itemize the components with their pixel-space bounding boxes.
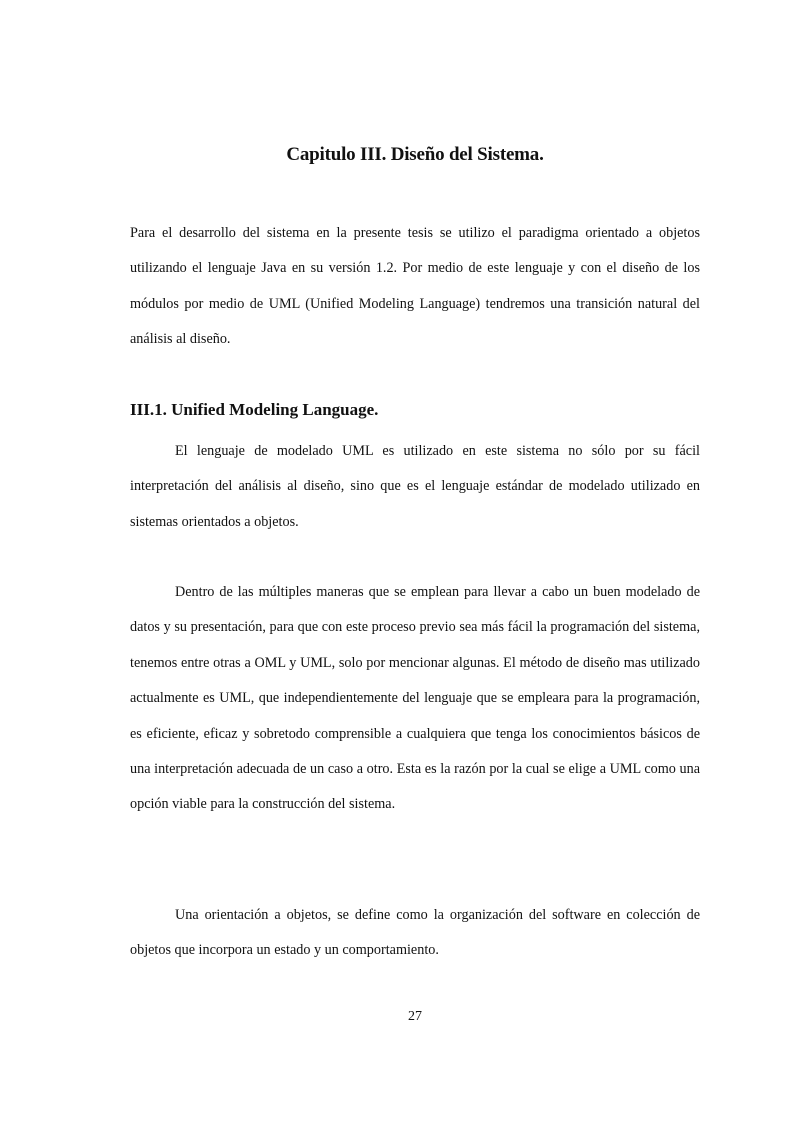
section-paragraph-2: Dentro de las múltiples maneras que se emplean para llevar a cabo un buen modelado de datos y su presentación, para que con este proceso previo sea más fácil la programación del sistema, tenemos entre otras a OML y UML, solo por mencionar algunas. El método de diseño mas utilizado actualmente es UML, que independientemente del lenguaje que se empleara para la programación, es eficiente, eficaz y sobretodo comprensible a cualquiera que tenga los conocimientos básicos de una interpretación adecuada de un caso a otro. Esta es la razón por la cual se elige a UML como una opción viable para la construcción del sistema.	[130, 584, 700, 813]
intro-paragraph: Para el desarrollo del sistema en la presente tesis se utilizo el paradigma orientado a objetos utilizando el lenguaje Java en su versión 1.2. Por medio de este lenguaje y con el diseño de los módulos por medio de UML (Unified Modeling Language) tendremos una transición natural del análisis al diseño.	[130, 225, 700, 348]
section-paragraph-3: Una orientación a objetos, se define como la organización del software en colección de objetos que incorpora un estado y un comportamiento.	[130, 907, 700, 959]
chapter-title: Capitulo III. Diseño del Sistema.	[286, 144, 544, 165]
section-heading: III.1. Unified Modeling Language.	[130, 400, 379, 419]
section-paragraph-1: El lenguaje de modelado UML es utilizado en este sistema no sólo por su fácil interpretación del análisis al diseño, sino que es el lenguaje estándar de modelado utilizado en sistemas orientados a objetos.	[130, 443, 700, 530]
page-number: 27	[408, 1009, 422, 1024]
